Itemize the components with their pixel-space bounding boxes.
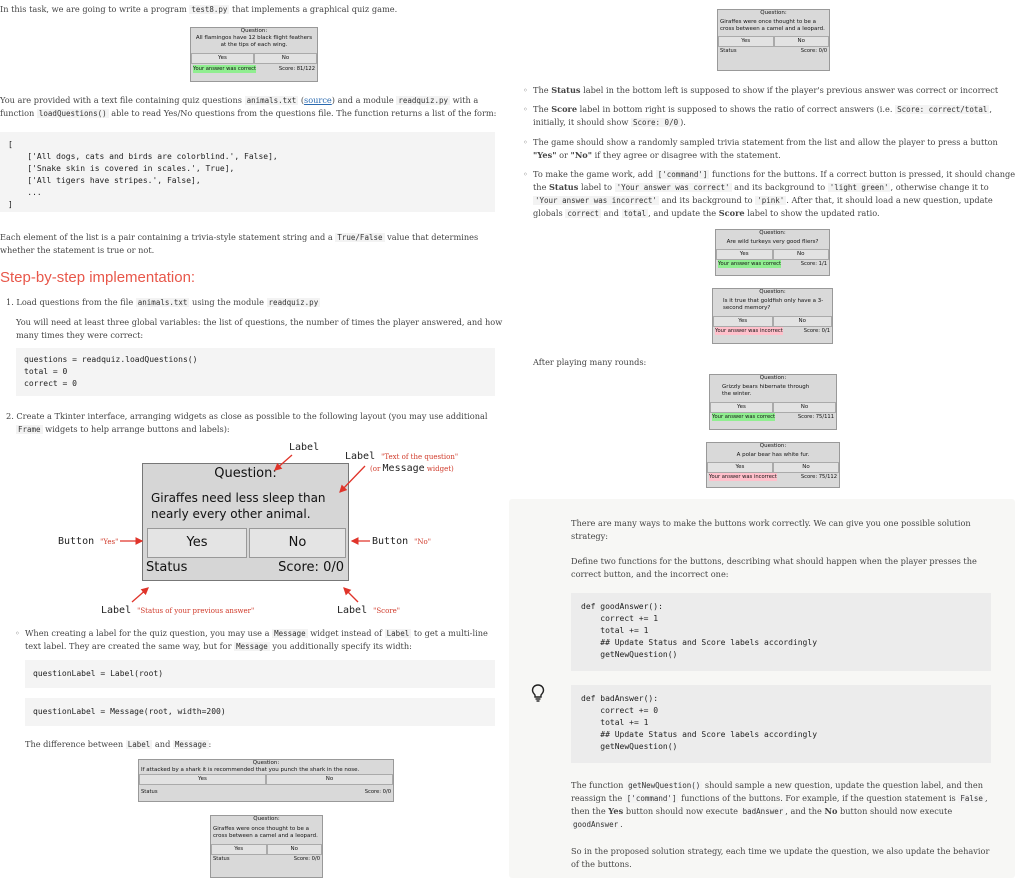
lab-text-note1: "Text of the question" [381,453,459,461]
b2code2: Score: 0/0 [632,118,679,127]
quiz-example-grizzly [709,374,837,430]
status-label: Status [141,789,158,795]
b4code2: 'Your answer was correct' [616,183,730,192]
para2-a: Each element of the list is a pair containing a trivia-style statement string and a [0,232,336,242]
quiz-title: Question: [240,28,268,34]
quiz-text: Are wild turkeys very good fliers? [726,239,819,245]
hint-box [509,499,1015,878]
tip-p3code5: goodAnswer [573,820,619,829]
code-good-answer: def goodAnswer(): correct += 1 total += 1 ## Update Status and Score labels accordingly getNewQuestion() [571,593,991,671]
lab-score-note: "Score" [373,607,400,615]
score-label: Score: 75/111 [797,414,834,420]
diagram-text-line2: nearly every other animal. [151,507,311,521]
para1-b: ( [298,95,305,105]
tip-p3 [571,779,988,831]
yes-button[interactable]: Yes [718,36,774,47]
b4e: label to [578,182,615,192]
score-label: Score: 0/0 [293,856,320,862]
bullet-random [533,136,998,162]
tip-p2 [571,555,977,581]
diff-message: Message [174,740,207,749]
code-message: questionLabel = Message(root, width=200) [25,698,495,726]
no-button[interactable]: No [773,249,830,260]
b2d: , [989,104,992,114]
b1b: Status [551,85,581,95]
tip-p3f: then the [571,806,609,816]
btn-no-note: "No" [414,538,431,546]
diagram-yes-button[interactable]: Yes [147,528,247,558]
no-button[interactable]: No [267,844,323,855]
tip-p4 [571,845,989,871]
b4code: ['command'] [657,170,708,179]
code-list-example: [ ['All dogs, cats and birds are colorblind.', False], ['Snake skin is covered in scales.', True], ['All tigers have stripes.', False], ... ] [0,132,495,212]
b2code: Score: correct/total [897,105,988,114]
msg-message2: Message [236,642,268,651]
quiz-example-turkey [715,229,830,276]
msg-a: When creating a label for the quiz question, you may use a [25,628,273,638]
para2-c: whether the statement is true or not. [0,245,155,255]
tip-p3k: button should now execute [837,806,953,816]
quiz-text: Is it true that goldfish only have a 3-second memory? [723,298,824,311]
no-button[interactable]: No [773,462,839,473]
status-label: Your answer was correct [718,261,782,267]
btn-yes-note: "Yes" [100,538,119,546]
tip-p1b: strategy: [571,531,609,541]
b4code7: total [623,209,647,218]
status-label: Your answer was incorrect [709,474,777,480]
tip-p3code4: badAnswer [742,807,784,816]
bullet-score [533,103,992,129]
b4f: and its background to [731,182,828,192]
step1-sub2: many times they were correct: [16,330,144,340]
b4b: functions for the buttons. If a correct button is pressed, it should change [709,169,1016,179]
diagram-no-button[interactable]: No [249,528,346,558]
lightbulb-icon [531,684,545,702]
quiz-example-bottom [210,815,323,878]
yes-button[interactable]: Yes [211,844,267,855]
score-label: Score: 1/1 [800,261,827,267]
lab-note2c: widget) [424,465,454,473]
para1-d: with a [450,95,479,105]
b1c: label in the bottom left is supposed to show if the player's previous answer was correct or incorrect [580,85,999,95]
tip-p1a: There are many ways to make the buttons work correctly. We can give you one possible solution [571,518,971,528]
diagram-arrows [0,0,520,640]
b2e: initially, it should show [533,117,631,127]
quiz-example-right-top [717,9,830,71]
diagram-text-line1: Giraffes need less sleep than [151,491,326,505]
b2a: The [533,104,552,114]
arrow-label-score [344,588,358,602]
quiz-text: Giraffes were once thought to be a cross between a camel and a leopard. [720,19,825,32]
btn-no-lab: Button [372,536,409,547]
quiz-text: A polar bear has white fur. [736,452,810,458]
score-label: Score: 81/122 [278,66,315,72]
b4g: , otherwise change it to [890,182,989,192]
lab-note2a: (or [370,465,383,473]
msg-message: Message [274,629,306,638]
quiz-title: Question: [759,375,787,381]
diff-label: Label [127,740,151,749]
tip-p3j: No [824,806,838,816]
quiz-text: Grizzly bears hibernate through the winter. [722,384,810,397]
msg-c: to get a multi-line [411,628,488,638]
quiz-example-polar [706,442,840,488]
no-button[interactable]: No [773,316,833,327]
score-label: Score: 0/1 [803,328,830,334]
quiz-example-shark [138,759,394,802]
arrow-label-text [340,466,365,492]
para1-c: ) and a module [331,95,397,105]
msg-b: widget instead of [307,628,385,638]
b2f: ). [680,117,686,127]
tip-p3b: should sample a new question, update the question label, and then [702,780,984,790]
diff-b: and [152,739,173,749]
quiz-title: Question: [759,230,786,236]
diff-a: The difference between [25,739,126,749]
b4h: and its background to [658,195,756,205]
score-label: Score: 75/112 [800,474,837,480]
btn-yes-lab: Button [58,536,95,547]
b4l: , and update the [648,208,719,218]
yes-button[interactable]: Yes [710,402,773,413]
no-button[interactable]: No [774,36,830,47]
b4m: Score [718,208,745,218]
difference-text [25,738,211,751]
diagram-status-label: Status [146,560,188,575]
yes-button[interactable]: Yes [139,774,266,785]
lab-note2b: Message [382,463,425,474]
b4code6: correct [567,209,599,218]
step1-b: using the module [189,297,267,307]
lab-status: Label [101,605,132,616]
quiz-text: Giraffes were once thought to be a cross between a camel and a leopard. [213,826,318,839]
quiz-title: Question: [252,760,280,766]
b4i: . After that, it should load a new question, update [786,195,993,205]
intro-pre: In this task, we are going to write a program [0,4,190,14]
quiz-text: If attacked by a shark it is recommended that you punch the shark in the nose. [141,767,360,773]
tip-p3l: . [620,819,623,829]
para2-b: value that determines [384,232,479,242]
arrow-label-status [132,588,148,602]
tip-p2b: correct button, and the incorrect one: [571,569,729,579]
diagram-label-top: Label [289,442,320,453]
status-label: Status [720,48,737,54]
b4a: To make the game work, add [533,169,656,179]
tip-p4a: So in the proposed solution strategy, each time we update the question, we also update the behavior [571,846,990,856]
b3a: The game should show a randomly sampled trivia statement from the list and allow the player to press a button [533,137,998,147]
tip-p4b: of the buttons. [571,859,632,869]
intro-file: test8.py [191,5,228,14]
b2c: label in bottom right is supposed to shows the ratio of correct answers (i.e. [577,104,896,114]
step1-module: readquiz.py [268,298,319,307]
tip-p1 [571,517,971,543]
after-playing: After playing many rounds: [533,357,647,367]
true-false-code: True/False [337,233,383,242]
file-animals: animals.txt [246,96,297,105]
yes-button[interactable]: Yes [713,316,773,327]
diagram-question-label: Question: [214,466,277,481]
status-label: Your answer was incorrect [715,328,783,334]
yes-button[interactable]: Yes [716,249,773,260]
tip-p3g: Yes [608,806,624,816]
yes-button[interactable]: Yes [707,462,773,473]
msg-e: you additionally specify its width: [269,641,412,651]
bullet-status [533,84,998,97]
code-bad-answer: def badAnswer(): correct += 0 total += 1 ## Update Status and Score labels accordingly getNewQuestion() [571,685,991,763]
diagram-score-label: Score: 0/0 [278,560,344,575]
tip-p2a: Define two functions for the buttons, describing what should happen when the player presses the [571,556,977,566]
b3d: "No" [570,150,593,160]
score-label: Score: 0/0 [364,789,391,795]
para1-e: function [0,108,37,118]
step2-a: 2. Create a Tkinter interface, arranging widgets as close as possible to the following layout (you may use additional [6,411,488,421]
step1-a: 1. Load questions from the file [6,297,136,307]
tip-p3d: functions of the buttons. For example, if the question statement is [678,793,959,803]
bullet-message [25,627,488,653]
diff-c: : [208,739,212,749]
msg-label: Label [386,629,410,638]
b4j: globals [533,208,566,218]
step2-b: widgets to help arrange buttons and labels): [42,424,230,434]
tip-p3code: getNewQuestion() [628,781,701,790]
intro-post: that implements a graphical quiz game. [229,4,398,14]
msg-d: text label. They are created the same way, but for [25,641,235,651]
tip-p3code2: ['command'] [626,794,677,803]
frame-code: Frame [18,425,41,434]
b2b: Score [551,104,578,114]
step1-file: animals.txt [137,298,188,307]
para1-f: able to read Yes/No questions from the questions file. The function returns a list of the form: [108,108,497,118]
status-label: Your answer was correct [712,414,776,420]
b3c: or [556,150,571,160]
section-heading: Step-by-step implementation: [0,269,196,286]
status-label: Status [213,856,230,862]
quiz-example-goldfish [712,288,833,344]
lab-text: Label [345,451,376,462]
tip-p3a: The function [571,780,627,790]
module-readquiz: readquiz.py [398,96,449,105]
b4d: Status [549,182,579,192]
arrow-label-top [275,455,292,470]
b4code3: 'light green' [829,183,889,192]
quiz-text: All flamingos have 12 black flight feathers at the tips of each wing. [195,35,313,48]
no-button[interactable]: No [254,53,317,64]
lab-score: Label [337,605,368,616]
b4code5: 'pink' [757,196,785,205]
tip-p3code3: False [960,794,983,803]
quiz-title: Question: [760,10,787,16]
b3e: if they agree or disagree with the statement. [592,150,781,160]
source-link[interactable]: source [304,95,332,105]
func-loadquestions: loadQuestions() [38,109,107,118]
code-globals: questions = readquiz.loadQuestions() total = 0 correct = 0 [16,348,495,396]
score-label: Score: 0/0 [800,48,827,54]
b4c: the [533,182,550,192]
tip-p3h: button should now execute [623,806,741,816]
quiz-title: Question: [759,289,786,295]
yes-button[interactable]: Yes [191,53,254,64]
no-button[interactable]: No [266,774,393,785]
quiz-title: Question: [759,443,787,449]
lab-status-note: "Status of your previous answer" [137,607,255,615]
tip-p3e: , [984,793,988,803]
status-label: Your answer was correct [193,66,257,72]
no-button[interactable]: No [773,402,836,413]
bullet-command [533,168,1015,220]
b1a: The [533,85,552,95]
b4code4: 'Your answer was incorrect' [535,196,657,205]
b3b: "Yes" [533,150,557,160]
tip-p3c: reassign the [571,793,625,803]
step1-sub1: You will need at least three global variables: the list of questions, the number of times the player answered, and how [16,317,503,327]
quiz-title: Question: [253,816,280,822]
b4k: and [600,208,622,218]
tip-p3i: , and the [785,806,825,816]
b4n: label to show the updated ratio. [744,208,880,218]
para1-a: You are provided with a text file containing quiz questions [0,95,245,105]
code-label: questionLabel = Label(root) [25,660,495,688]
